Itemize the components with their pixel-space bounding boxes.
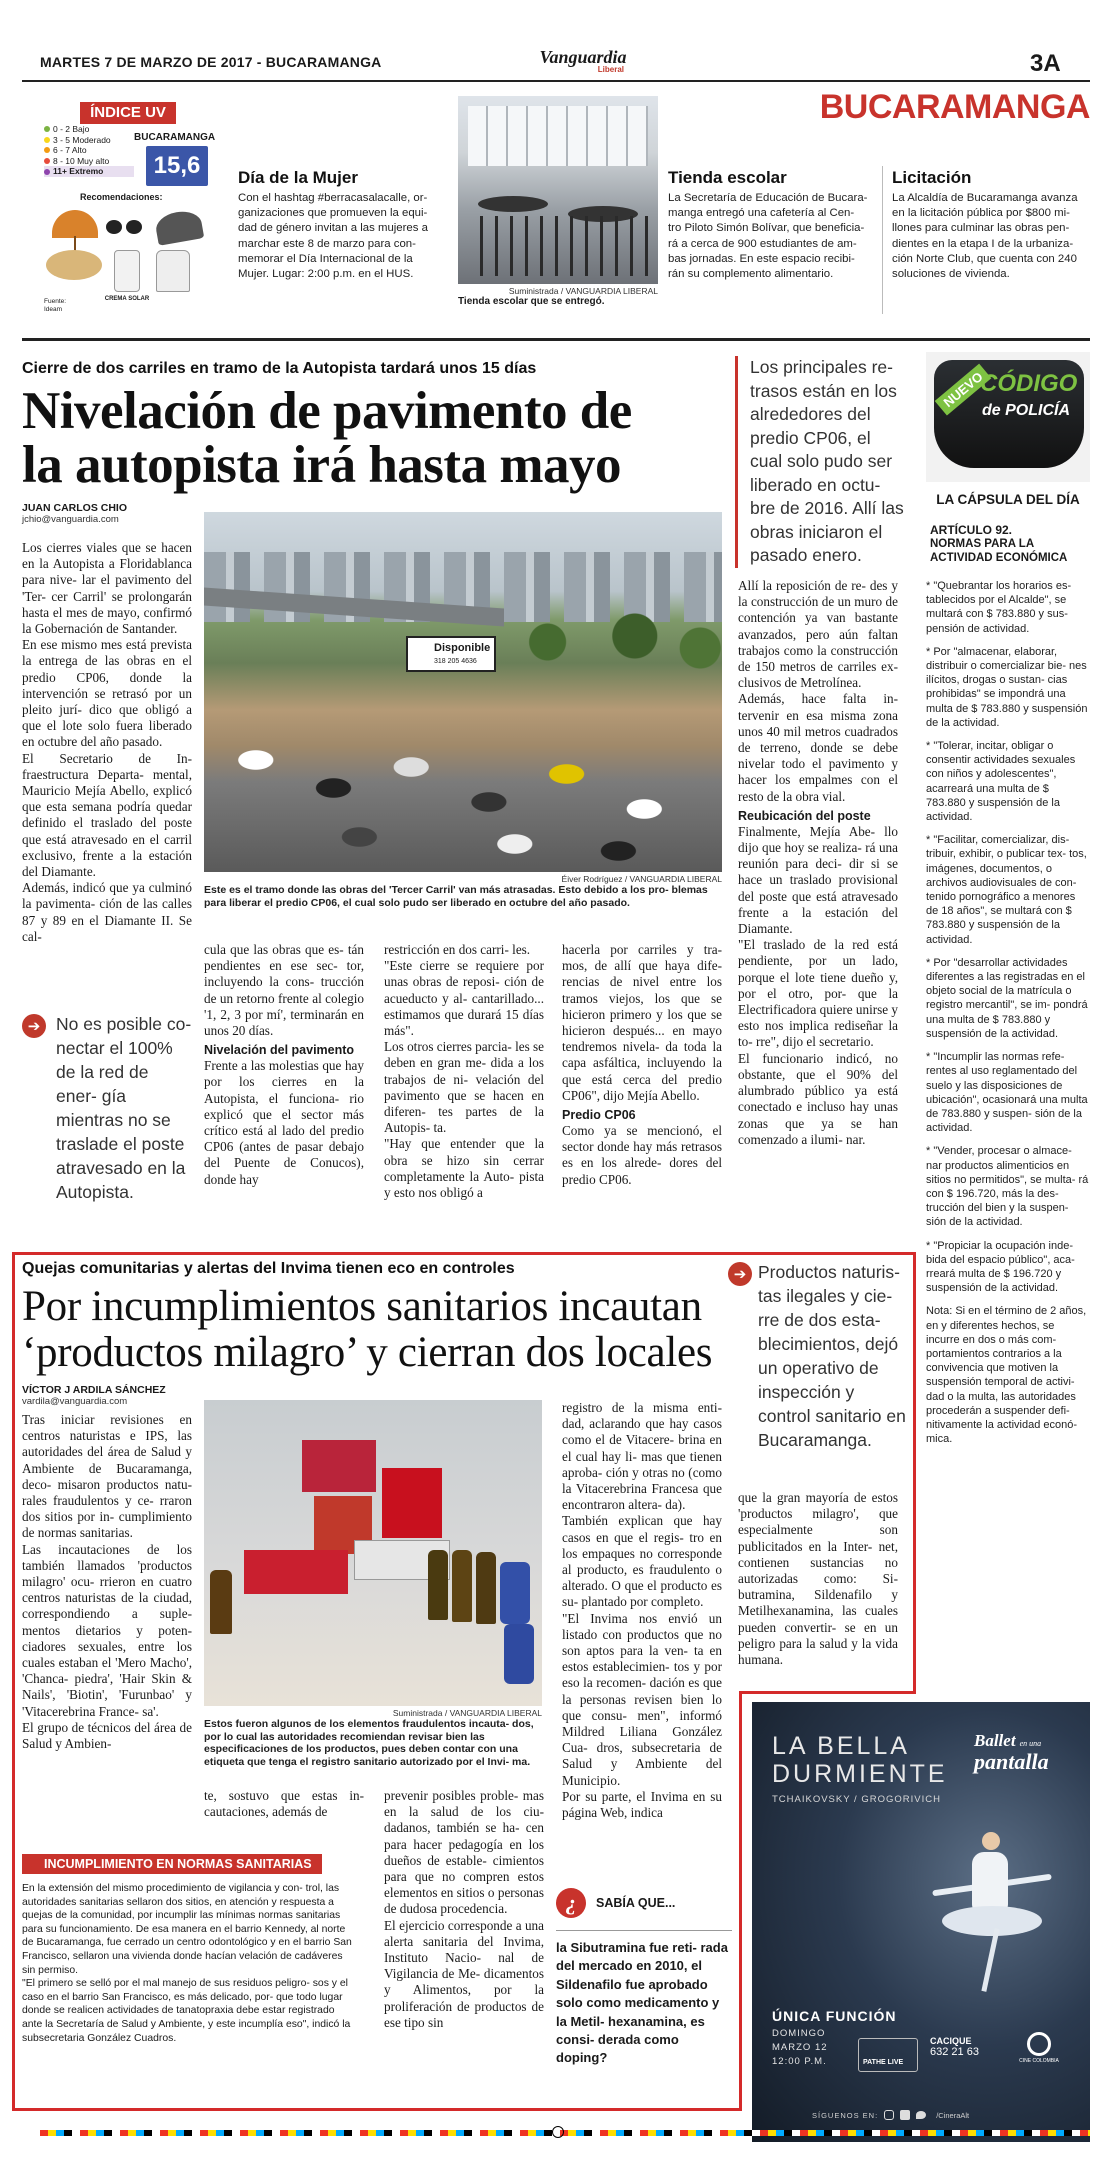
lead-text: Los principales re- trasos están en los alrededores del predio CP06, el cual solo pudo ser liberado en octu- bre de 2016. Allí las obras iniciaron el pasado enero.: [750, 357, 904, 565]
uv-level-label: 0 - 2 Bajo: [53, 124, 90, 134]
masthead: [528, 48, 638, 74]
pull-quote-text: Productos naturis- tas ilegales y cie- rre de dos esta- blecimientos, dejó un operativo de inspección y control sanitario en Bucaramanga.: [758, 1262, 906, 1450]
photo-cars: [204, 732, 722, 872]
crema-label: CREMA SOLAR: [104, 296, 150, 302]
uv-title: ÍNDICE UV: [80, 102, 176, 124]
logo-badge: NUEVO: [935, 364, 992, 416]
capsula-item: * Por "desarrollar actividades diferentes a las registradas en el objeto social de la matrícula o registro mercantil", se im- pondrá una multa de $ 783.880 y suspensión de la actividad.: [926, 956, 1088, 1040]
uv-level-dot: [44, 158, 50, 164]
product-bottle: [476, 1552, 496, 1624]
product-bottle: [210, 1570, 232, 1634]
capsula-item: * Por "almacenar, elaborar, distribuir o comercializar bie- nes ilícitos, drogas o sustan- cias prohibidas" se impondrá una multa de $ 783.880 y suspensión de la actividad.: [926, 645, 1088, 729]
cafeteria-table: [478, 196, 548, 212]
article-column: Tras iniciar revisiones en centros naturistas e IPS, las autoridades del área de Salud y Ambiente de Bucaramanga, deco- misaron productos natu- rales fraudulentos y ce- rraron dos sitios por in- cumplimiento de normas sanitarias. Las incautaciones de los también llamados 'productos milagro' ocu- rrieron en cuatro centros naturistas de la ciudad, correspondiendo a suple- mentos dietarios y poten- ciadores sexuales, entre los cuales estaban el 'Mero Macho', 'Chanca- piedra', 'Hair Skin & Nails', 'Biotin', 'Furunbao' y 'Vitacerebrina France- sa'. El grupo de técnicos del área de Salud y Ambien-: [22, 1412, 192, 1752]
umbrella-icon: [52, 210, 98, 238]
brief-text: Con el hashtag #berracasalacalle, or- ganizaciones que promueven la equi- dad de género invitan a las mujeres a marchar este 8 de marzo para con- memorar el Día Internacional de la Mujer. Lugar: 2:00 p.m. en el HUS.: [238, 192, 428, 281]
brief-divider: [882, 166, 883, 314]
capsula-item: * "Vender, procesar o almace- nar productos alimenticios en sitios no permitidos", se multa- rá con $ 196.720, más la des- trucción del bien y la suspen- sión de la actividad.: [926, 1145, 1089, 1229]
byline: [22, 1384, 222, 1407]
photo-credit: Suministrada / VANGUARDIA LIBERAL: [392, 1708, 542, 1718]
column-text: Allí la reposición de re- des y la construcción de un muro de contención ya van bastante avanzados, pero aún faltan trabajos como la construcción de 150 metros de carriles ex- clusivos de Metrolínea. Además, hace falta in- tervenir en esa misma zona unos 40 mil metros cuadrados de terreno, donde se debe nivelar todo el pavimento y hacer los empalmes con el resto de la obra vial.: [738, 578, 898, 804]
article-column: registro de la misma enti- dad, aclarando que hay casos como el de Vitacere- brina en el cual hay li- mas que tienen aproba- ción y otras no (como la Vitacerebrina Francesa que encontraron altera- da). También explican que hay casos en que el regis- tro en los empaques no corresponde al producto, es fraudulento o alterado. O que el producto es su- plantado por completo. "El Invima nos envió un listado con productos que no son aptos para la ven- ta en estos establecimien- tos y por eso la recomen- dación es que la personas revisen bien lo que consu- men", informó Mildred Liliana González Cua- dros, subsecretaria de Salud y Ambiente del Municipio. Por su parte, el Invima en su página Web, indica: [562, 1400, 722, 1821]
capsula-item: * "Facilitar, comercializar, dis- tribuir, exhibir, o publicar tex- tos, imágenes, documentos, o archivos audiovisuales de con- tenido pornográfico a menores de 18 años", se multará con $ 783.880 y suspensión de la actividad.: [926, 834, 1087, 946]
article-column: que la gran mayoría de estos 'productos milagro', que especialmente son publicitados en la Inter- net, contienen sustancias no autorizadas como: Si- butramina, Sildenafilo y Metilhexanamina, las cuales pueden convertir- se en un peligro para la salud y la vida humana.: [738, 1490, 898, 1668]
header-date: MARTES 7 DE MARZO DE 2017 - BUCARAMANGA: [40, 54, 382, 70]
article-headline: [22, 384, 742, 492]
product-bottle: [452, 1550, 472, 1622]
column-text: hacerla por carriles y tra- mos, de allí que haya dife- rencias de nivel entre los tramos viejos, los que se hicieron primero y los que se hicieron después... en mayo tendremos nivela- da toda la capa asfáltica, incluyendo la que está cerca del predio CP06", dijo Mejía Abello.: [562, 942, 722, 1103]
dancer-figure: [902, 1812, 1062, 1992]
cine-colombia-logo: [1014, 2032, 1064, 2078]
uv-level-dot: [44, 137, 50, 143]
cafeteria-chairs: [468, 216, 648, 276]
sabia-title: SABÍA QUE...: [596, 1896, 676, 1910]
uv-source: Fuente: Ideam: [44, 298, 67, 313]
product-bottle: [504, 1624, 534, 1684]
uv-level-dot: [44, 147, 50, 153]
facebook-icon[interactable]: [900, 2110, 910, 2120]
pull-quote: [22, 1012, 192, 1204]
column-text: Finalmente, Mejía Abe- llo dijo que hoy se realiza- rá una reunión para deci- dir si se hace un traslado provisional del poste que está atravesado frente a la estación del Diamante. "El traslado de la red está pendiente, por un lado, porque el lote tiene dueño y, por el otro, por- que la Electrificadora quiere unirse y esto nos implica rediseñar la to- rre", dijo el secretario. El funcionario indicó, no obstante, que el 90% del alumbrado público ya está conectado e incluso hay unas zonas que ya se han comenzado a ilumi- nar.: [738, 823, 899, 1147]
ad-ballet-word: pantalla: [974, 1749, 1049, 1774]
cafeteria-window: [468, 106, 648, 166]
products-photo: [204, 1400, 542, 1706]
article-column: [204, 942, 364, 1188]
color-bar: [40, 2130, 1090, 2136]
registration-mark-icon: [552, 2126, 564, 2138]
box-text: En la extensión del mismo procedimiento de vigilancia y con- trol, las autoridades sanitarias sellaron dos sitios, en atención y respuesta a quejas de la comunidad, por incumplir las mínimas normas sanitarias para su funcionamiento. De esa manera en el barrio Kennedy, al norte de Bucaramanga, fue cerrado un centro odontológico y en el barrio San Francisco, sellaron una vivienda donde hacían velación de cadáveres sin permiso. "El primero se selló por el mal manejo de sus residuos peligro- sos y el caso en el barrio San Francisco, es más delicado, por- que todo lugar donde se realicen actividades de tanatopraxia debe estar registrado ante la Secretaría de Salud y Ambiente, y este incumplía eso", indicó la subsecretaria González Cuadros.: [22, 1883, 352, 2044]
arrow-right-icon: ➔: [22, 1014, 46, 1038]
uv-level-dot: [44, 169, 50, 175]
brief-photo: [458, 96, 658, 284]
masthead-title: Vanguardia: [539, 47, 627, 67]
cacique-label: CACIQUE: [930, 2036, 972, 2046]
instagram-icon[interactable]: [884, 2110, 894, 2120]
brief-title: Día de la Mujer: [238, 168, 358, 187]
highway-photo: [204, 512, 722, 872]
headline-line: ‘productos milagro’ y cierran dos locales: [22, 1329, 713, 1376]
billboard-phone: 318 205 4636: [434, 658, 477, 665]
lead-box: [735, 356, 905, 568]
ad-subtitle: TCHAIKOVSKY / GROGORIVICH: [772, 1794, 941, 1805]
byline-author: JUAN CARLOS CHIO: [22, 502, 128, 514]
uv-value: 15,6: [146, 146, 208, 186]
headline-line: Por incumplimientos sanitarios incautan: [22, 1283, 702, 1330]
column-text: cula que las obras que es- tán pendientes en ese sec- tor, incluyendo la cons- trucción de un retorno frente al colegio '1, 2, 3 por mí', terminarán en unos 20 días.: [204, 942, 364, 1039]
ad-title: [772, 1732, 948, 1788]
ad-ballet-logo: [974, 1731, 1049, 1774]
ballet-advertisement[interactable]: [752, 1702, 1090, 2142]
capsula-heading: LA CÁPSULA DEL DÍA: [936, 492, 1080, 507]
sidebar-box: [22, 1854, 354, 2045]
section-title: BUCARAMANGA: [819, 88, 1090, 126]
masthead-subtitle: Liberal: [597, 65, 624, 74]
arrow-right-icon: ➔: [728, 1262, 752, 1286]
ad-hora: 12:00 P.M.: [772, 2056, 827, 2067]
uv-level-label: 3 - 5 Moderado: [53, 134, 111, 145]
photo-caption: Este es el tramo donde las obras del 'Tercer Carril' van más atrasadas. Esto debido a los pro- blemas para liberar el predio CP06, el cual solo pudo ser liberado en octubre del año pasado.: [204, 884, 708, 909]
ad-title-line: LA BELLA: [772, 1732, 910, 1760]
brief-tienda-escolar: [668, 168, 868, 282]
pull-quote-text: No es posible co- nectar el 100% de la red de ener- gía mientras no se traslade el poste atravesado en la Autopista.: [56, 1014, 192, 1202]
subheading: Reubicación del poste: [738, 808, 871, 823]
photo-billboard: [406, 636, 496, 672]
shirt-icon: [156, 250, 190, 292]
codigo-policia-logo: [926, 352, 1090, 482]
cacique-phone: 632 21 63: [930, 2046, 979, 2058]
capsula-note: Nota: Si en el término de 2 años, en y diferentes hechos, se incurre en dos o más com- portamientos contrarios a la convivencia que motiven la suspensión temporal de activi- dad o la multa, las autoridades procederán a suspender defi- nitivamente la actividad econó- mica.: [926, 1305, 1087, 1446]
logo-title: CÓDIGO: [980, 370, 1078, 397]
briefs-bottom-rule: [22, 338, 1090, 341]
product-box: [382, 1468, 442, 1538]
product-bottle: [428, 1550, 448, 1620]
uv-legend: [44, 124, 134, 177]
brief-title: Tienda escolar: [668, 168, 787, 187]
photo-credit: Éiver Rodríguez / VANGUARDIA LIBERAL: [561, 874, 722, 884]
brief-photo-caption: Tienda escolar que se entregó.: [458, 296, 605, 307]
ad-follow-label: SÍGUENOS EN:: [812, 2110, 879, 2120]
article-kicker: Quejas comunitarias y alertas del Invima tienen eco en controles: [22, 1260, 515, 1277]
uv-level-label: 6 - 7 Alto: [53, 145, 87, 156]
headline-line: Nivelación de pavimento de: [22, 382, 632, 440]
article-kicker: Cierre de dos carriles en tramo de la Autopista tardará unos 15 días: [22, 360, 537, 377]
article-headline: [22, 1284, 742, 1376]
billboard-text: Disponible: [434, 642, 491, 654]
product-box: [244, 1550, 348, 1594]
product-bottle: [500, 1562, 530, 1624]
product-box: [302, 1440, 376, 1492]
article-column: te, sostuvo que estas in- cautaciones, además de: [204, 1788, 364, 1820]
info-icon: ¿: [556, 1888, 586, 1918]
capsula-item: * "Incumplir las normas refe- rentes al uso reglamentado del suelo y las disposiciones de ubicación", ocasionará una multa de 783.880 y suspen- sión de la actividad.: [926, 1051, 1088, 1135]
article-column: Los cierres viales que se hacen en la Autopista a Floridablanca para nive- lar el pavimento del 'Ter- cer Carril' se prolongarán hasta el mes de mayo, confirmó la Gobernación de Santander. En ese mismo mes está prevista la entrega de las obras en el predio CP06, donde la intervención se retrasó por un pleito jurí- dico que obligó a que el lote solo fuera liberado en octubre del año pasado. El Secretario de In- fraestructura Departa- mental, Mauricio Mejía Abello, explicó que esta semana podría quedar definido el traslado del poste que está atravesado en el carril exclusivo, frente a la estación del Diamante. Además, indicó que ya culminó la pavimenta- ción de las calles 87 y 89 en el Diamante II. Se cal-: [22, 540, 192, 944]
brief-licitacion: [892, 168, 1090, 282]
uv-level-label: 8 - 10 Muy alto: [53, 155, 110, 166]
sunscreen-icon: [114, 250, 140, 292]
box-title: INCUMPLIMIENTO EN NORMAS SANITARIAS: [22, 1854, 322, 1874]
photo-trees: [504, 612, 722, 672]
subheading: Nivelación del pavimento: [204, 1043, 355, 1058]
brief-title: Licitación: [892, 168, 972, 187]
capsula-article-subtitle: NORMAS PARA LA ACTIVIDAD ECONÓMICA: [930, 538, 1068, 564]
brief-text: La Secretaría de Educación de Bucara- manga entregó una cafetería al Cen- tro Piloto Simón Bolívar, que beneficia- rá a cerca de 900 estudiantes de am- bas jornadas. En este espacio recibi- rán su complemento alimentario.: [668, 192, 868, 281]
pathe-label: PATHE LIVE: [863, 2059, 904, 2066]
byline: [22, 502, 202, 525]
column-text: Como ya se mencionó, el sector donde hay más retrasos es en los alrede- dores del predio CP06.: [562, 1123, 722, 1187]
uv-level-dot: [44, 126, 50, 132]
capsula-article: ARTÍCULO 92.: [930, 523, 1013, 537]
pull-quote: [728, 1260, 908, 1452]
cine-colombia-icon: [1027, 2032, 1051, 2056]
sabia-header: [556, 1888, 732, 1918]
pathe-logo: [858, 2038, 918, 2072]
article-column: [562, 942, 722, 1188]
twitter-icon[interactable]: [916, 2111, 926, 2119]
capsula-item: * "Propiciar la ocupación inde- bida del espacio público", aca- rreará multa de $ 196.720 y suspensión de la actividad.: [926, 1239, 1075, 1295]
uv-panel: [40, 100, 218, 318]
capsula-sidebar: [926, 352, 1090, 1455]
byline-email: vardila@vanguardia.com: [22, 1396, 128, 1407]
brief-dia-mujer: [238, 168, 438, 282]
uv-level-label: 11+ Extremo: [53, 166, 104, 177]
cine-colombia-label: CINE COLOMBIA: [1019, 2058, 1059, 2064]
byline-email: jchio@vanguardia.com: [22, 514, 119, 525]
cap-icon: [154, 208, 205, 246]
hat-icon: [46, 250, 102, 280]
ad-handle: /CineraAlt: [936, 2110, 970, 2120]
logo-subtitle: de POLICÍA: [982, 402, 1071, 419]
photo-caption: Estos fueron algunos de los elementos fraudulentos incauta- dos, por lo cual las autoridades recomiendan revisar bien las especificaciones de los productos, pues deben contar con una etiqueta que tenga el registro sanitario autorizado por el Invi- ma.: [204, 1718, 534, 1768]
uv-city: BUCARAMANGA: [134, 132, 216, 143]
ad-title-line: DURMIENTE: [772, 1760, 948, 1788]
header-rule: [22, 80, 1090, 82]
uv-recommendations: Recomendaciones:: [80, 192, 163, 202]
capsula-item: * "Tolerar, incitar, obligar o consentir actividades sexuales con niños y adolescentes", acarreará una multa de $ 783.880 y suspensión de la actividad.: [926, 740, 1076, 824]
sabia-text: la Sibutramina fue reti- rada del mercado en 2010, el Sildenafilo fue aprobado solo como medicamento y la Metil- hexanamina, es consi- derada como doping?: [556, 1930, 732, 2068]
ad-ballet-word: Ballet: [974, 1731, 1016, 1750]
ad-dia: DOMINGO: [772, 2028, 826, 2039]
headline-line: la autopista irá hasta mayo: [22, 436, 621, 494]
capsula-item: * "Quebrantar los horarios es- tablecidos por el Alcalde", se multará con $ 783.880 y sus- pensión de actividad.: [926, 580, 1072, 635]
article-column: prevenir posibles proble- mas en la salud de los ciu- dadanos, también se ha- cen para hacer pedagogía en los dueños de estable- cimientos para que no compren estos elementos en sitios o personas de dudosa procedencia. El ejercicio corresponde a una alerta sanitaria del Invima, Instituto Nacio- nal de Vigilancia de Me- dicamentos y Alimentos, por la proliferación de productos de ese tipo sin: [384, 1788, 544, 2030]
ad-fecha: MARZO 12: [772, 2042, 828, 2053]
cacique-logo: [930, 2036, 996, 2074]
brief-text: La Alcaldía de Bucaramanga avanza en la licitación pública por $800 mi- llones para culminar las obras pen- dientes en la etapa I de la urbaniza- ción Norte Club, que cuenta con 240 soluciones de vivienda.: [892, 192, 1078, 281]
ad-ballet-word: en una: [1019, 1739, 1042, 1748]
ad-follow: [812, 2110, 969, 2120]
article-column: [738, 578, 898, 1148]
sunglasses-icon: [106, 220, 144, 234]
byline-author: VÍCTOR J ARDILA SÁNCHEZ: [22, 1384, 166, 1396]
subheading: Predio CP06: [562, 1108, 636, 1123]
article-frame-step: [739, 1691, 916, 1694]
ad-funcion: ÚNICA FUNCIÓN: [772, 2008, 897, 2024]
column-text: Frente a las molestias que hay por los cierres en la Autopista, el funciona- rio explicó que el sector más crítico está al lado del predio CP06 (antes de pasar debajo del Puente de Conucos), donde hay: [204, 1058, 364, 1187]
brief-photo-credit: Suministrada / VANGUARDIA LIBERAL: [508, 286, 658, 296]
article-column: restricción en dos carri- les. "Este cierre se requiere por unas obras de reposi- ción de acueducto y al- cantarillado... estimamos que durará 15 días más". Los otros cierres parcia- les se deben en gran me- dida a los trabajos de ni- velación del pavimento que se hacen en diferen- tes partes de la Autopis- ta. "Hay que entender que la obra se hizo sin cerrar completamente la Auto- pista y esto nos obligó a: [384, 942, 545, 1201]
sabia-box: [556, 1888, 732, 2068]
page-number: 3A: [1030, 50, 1061, 77]
